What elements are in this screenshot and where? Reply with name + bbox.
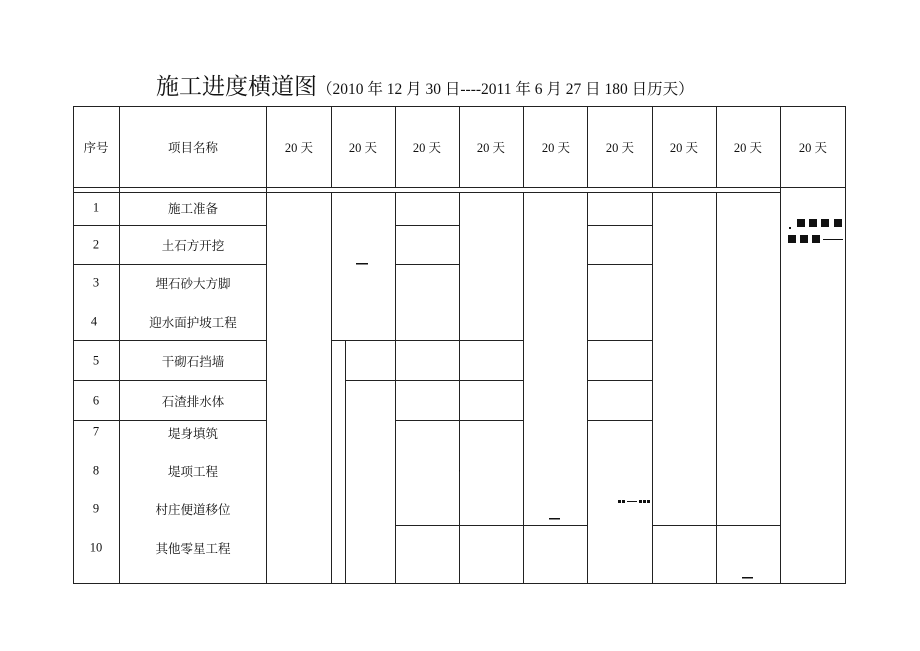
row-name: 施工准备: [167, 202, 219, 216]
row-name: 村庄便道移位: [155, 503, 231, 517]
bar-mark: [821, 219, 829, 227]
bar-mark: [742, 577, 753, 578]
bar-mark: [797, 219, 805, 227]
row-number: 2: [92, 237, 100, 252]
bar-mark: [812, 235, 820, 243]
row-name: 迎水面护坡工程: [149, 316, 237, 330]
row-name: 其他零星工程: [155, 542, 231, 556]
bar-mark: [459, 470, 460, 471]
row-number: 9: [92, 501, 100, 516]
row-name: 石渣排水体: [161, 395, 225, 409]
row-number: 3: [92, 275, 100, 290]
row-number: 4: [90, 314, 98, 329]
bar-mark: [788, 235, 796, 243]
row-number: 1: [92, 200, 100, 215]
bar-mark: [639, 500, 642, 503]
bar-mark: [809, 219, 817, 227]
row-name: 埋石砂大方脚: [155, 277, 231, 291]
header-period-4: 20 天: [476, 141, 506, 155]
header-period-5: 20 天: [541, 141, 571, 155]
bar-mark: [647, 500, 650, 503]
title-subtitle: （2010 年 12 月 30 日----2011 年 6 月 27 日 180 日历天）: [317, 81, 694, 98]
header-period-6: 20 天: [605, 141, 635, 155]
header-period-1: 20 天: [284, 141, 314, 155]
header-period-3: 20 天: [412, 141, 442, 155]
header-period-7: 20 天: [669, 141, 699, 155]
bar-mark: [823, 239, 843, 240]
header-period-8: 20 天: [733, 141, 763, 155]
row-number: 8: [92, 463, 100, 478]
bar-mark: [627, 501, 637, 502]
bar-mark: [622, 500, 625, 503]
bar-mark: [834, 219, 842, 227]
bar-mark: [789, 227, 791, 229]
header-item-name: 项目名称: [167, 141, 219, 155]
row-name: 土石方开挖: [161, 239, 225, 253]
row-number: 5: [92, 353, 100, 368]
bar-mark: [356, 263, 368, 264]
bar-mark: [643, 500, 646, 503]
row-name: 堤项工程: [167, 465, 219, 479]
header-seq: 序号: [83, 141, 109, 155]
row-number: 6: [92, 393, 100, 408]
title-main: 施工进度横道图: [156, 74, 317, 100]
header-period-2: 20 天: [348, 141, 378, 155]
row-name: 堤身填筑: [167, 427, 219, 441]
row-number: 10: [89, 540, 103, 555]
bar-mark: [800, 235, 808, 243]
bar-mark: [549, 518, 560, 519]
bar-mark: [618, 500, 621, 503]
row-name: 干砌石挡墙: [161, 355, 225, 369]
row-number: 7: [92, 424, 100, 439]
header-period-9: 20 天: [798, 141, 828, 155]
